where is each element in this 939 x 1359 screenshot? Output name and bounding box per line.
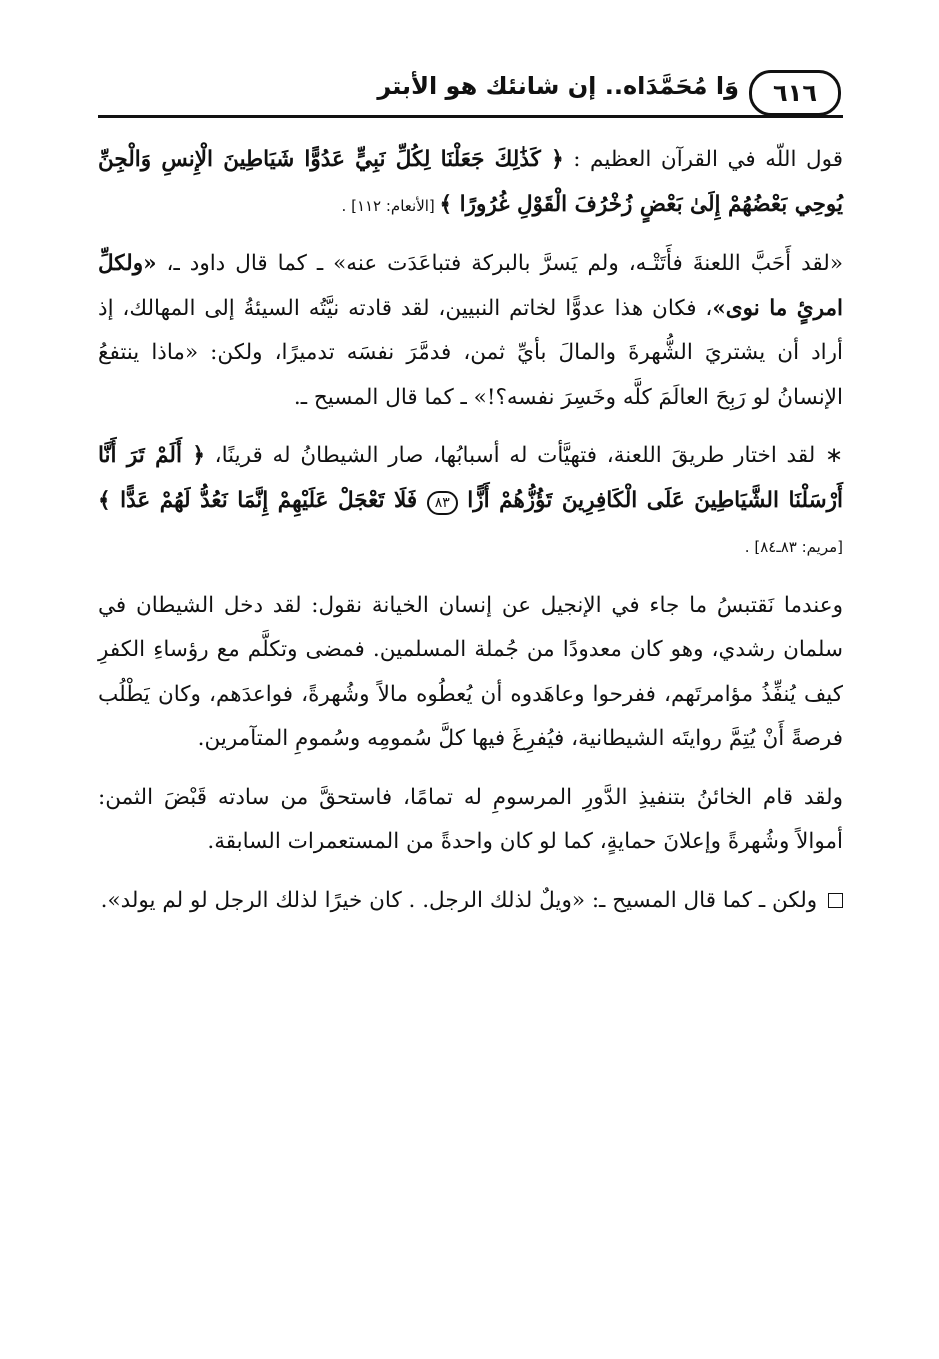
paragraph-text: ولكن ـ كما قال المسيح ـ: «ويلٌ لذلك الرجل. . كان خيرًا لذلك الرجل لو لم يولد». [100,887,824,913]
hadith-quote: «ولكلِّ امرئٍ ما نوى» [98,251,843,321]
header-rule [98,115,843,118]
quran-verse: ﴿ أَلَمْ تَرَ أَنَّا أَرْسَلْنَا الشَّيَاطِينَ عَلَى الْكَافِرِينَ تَؤُزُّهُمْ أَزًّا [98,443,843,513]
star-icon: ∗ [825,443,844,468]
paragraph-6 [98,879,843,924]
paragraph-4: وعندما نَقتبسُ ما جاء في الإنجيل عن إنسان الخيانة نقول: لقد دخل الشيطان في سلمان رشدي، وهو كان معدودًا من جُملة المسلمين. فمضى وتكلَّم مع رؤساءِ الكفرِ كيف يُنفِّذُ مؤامرتَهم، ففرحوا وعاهَدوه أن يُعطُوه مالاً وشُهرةً، فواعدَهم، وكان يَطْلُب فرصةً أَنْ يُتِمَّ روايتَه الشيطانية، فيُفرِغَ فيها كلَّ سُمومِه وسُمومِ المتآمرين. [98,592,843,751]
paragraph-3 [98,434,843,570]
page-number: ٦١٦ [749,70,841,116]
quran-verse: فَلَا تَعْجَلْ عَلَيْهِمْ إِنَّمَا نَعُدُّ لَهُمْ عَدًّا ﴾ [98,487,427,513]
page-header [98,66,843,118]
paragraph-text: ، فكان هذا عدوًّا لخاتم النبيين، لقد قادته نيَّتُه السيئةُ إلى المهالك، إذ أراد أن يشتريَ الشُّهرةَ والمالَ بأيِّ ثمن، فدمَّرَ نفسَه تدميرًا، ولكن: «ماذا ينتفعُ الإنسانُ لو رَبِحَ العالَمَ كلَّه وخَسِرَ نفسه؟!» ـ كما قال المسيح ـ. [98,295,843,410]
paragraph-text: قول اللّه في القرآن العظيم : [563,147,844,172]
verse-reference: [مريم: ٨٣ـ٨٤] . [744,538,843,556]
page-body [98,138,843,937]
ayah-number: ٨٣ [427,491,458,515]
paragraph-5: ولقد قام الخائنُ بتنفيذِ الدَّورِ المرسومِ له تمامًا، فاستحقَّ من سادته قَبْضَ الثمن: أموالاً وشُهرةً وإعلانَ حمايةٍ، كما لو كان واحدةً من المستعمرات السابقة. [98,784,843,854]
quran-verse: ﴿ كَذَٰلِكَ جَعَلْنَا لِكُلِّ نَبِيٍّ عَدُوًّا شَيَاطِينَ الْإِنسِ وَالْجِنِّ يُوحِي بَعْضُهُمْ إِلَىٰ بَعْضٍ زُخْرُفَ الْقَوْلِ غُرُورًا ﴾ [98,147,843,217]
running-title: وَا مُحَمَّدَاه.. إن شانئك هو الأبتر [377,72,739,100]
paragraph-text: لقد اختار طريقَ اللعنة، فتهيَّأت له أسبابُها، صار الشيطانُ له قرينًا، [204,443,825,468]
paragraph-text: «لقد أَحَبَّ اللعنةَ فأَتَتْـه، ولم يَسرَّ بالبركة فتباعَدَت عنه» ـ كما قال داود ـ، [156,251,843,276]
square-bullet-icon [828,893,843,908]
verse-reference: [الأنعام: ١١٢] . [341,196,440,215]
paragraph-2 [98,242,843,420]
paragraph-1 [98,138,843,228]
